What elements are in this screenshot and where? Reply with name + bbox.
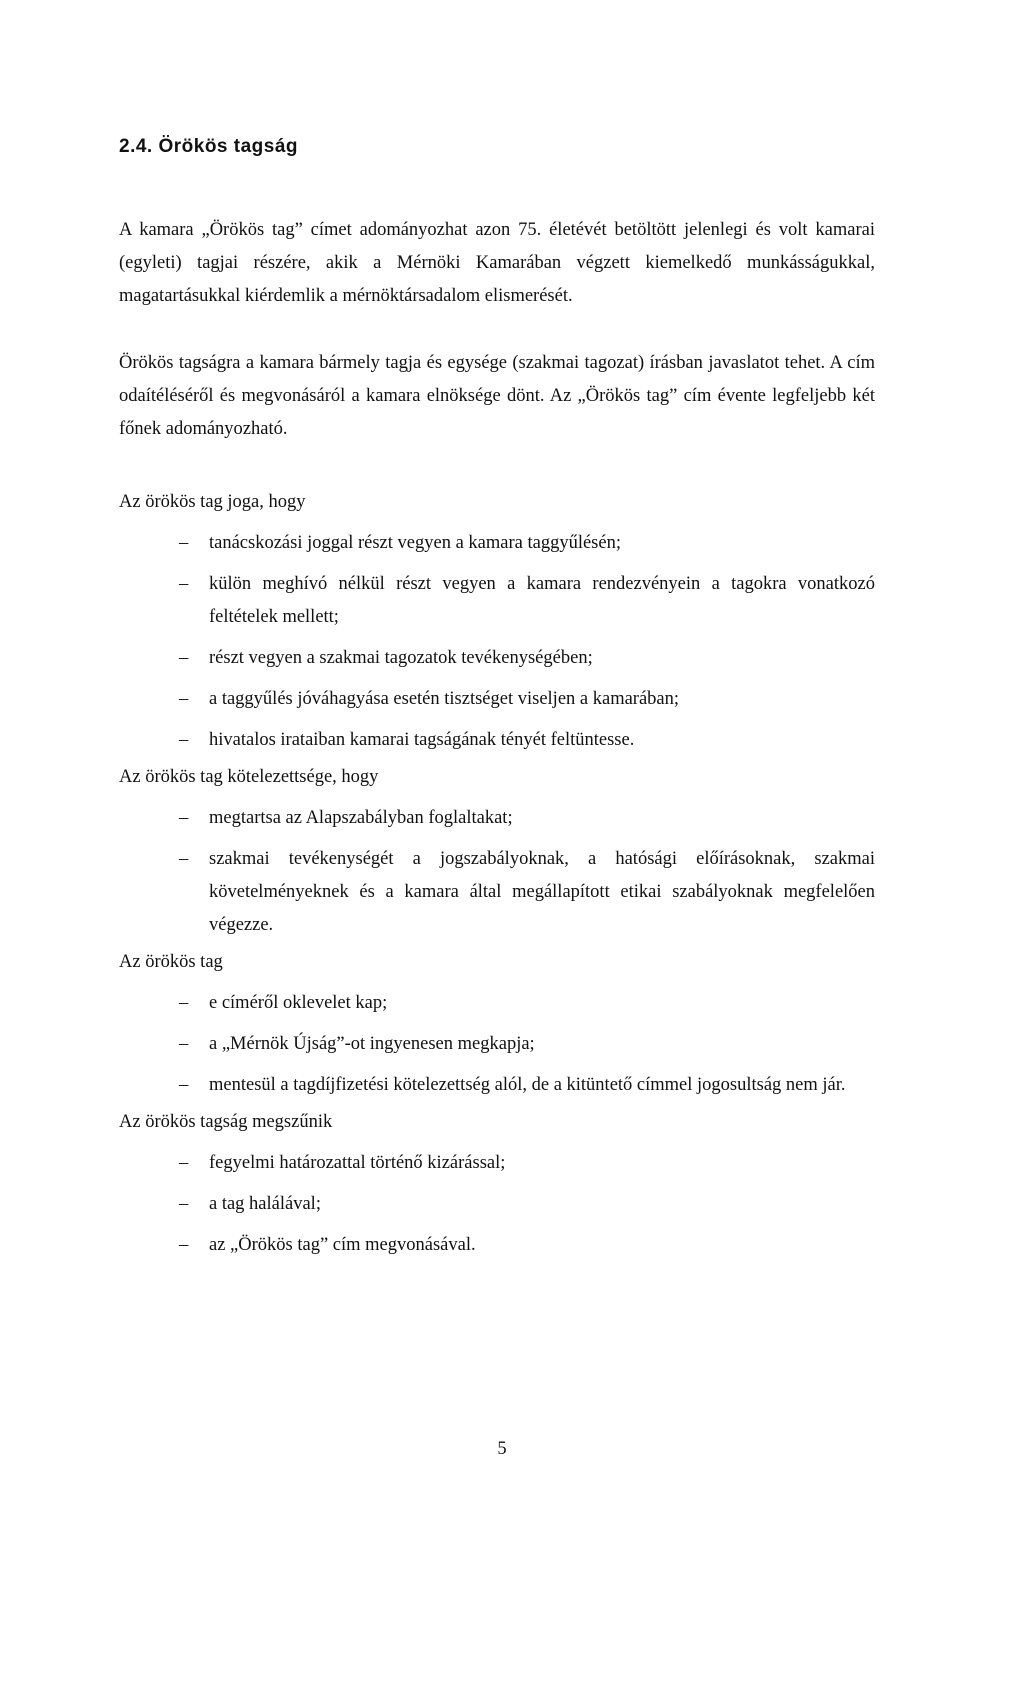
benefits-group <box>119 946 875 1102</box>
rights-group <box>119 486 875 757</box>
termination-list <box>119 1147 875 1262</box>
list-item: – a taggyűlés jóváhagyása esetén tisztséget viseljen a kamarában; <box>119 683 875 716</box>
list-item: – szakmai tevékenységét a jogszabályoknak, a hatósági előírásoknak, szakmai követelményeknek és a kamara által megállapított etikai szabályoknak megfelelően végezze. <box>119 843 875 942</box>
list-item: – megtartsa az Alapszabályban foglaltakat; <box>119 802 875 835</box>
section-heading <box>119 132 875 162</box>
page-number <box>0 1435 1024 1463</box>
list-item: – a „Mérnök Újság”-ot ingyenesen megkapja; <box>119 1028 875 1061</box>
list-item: – külön meghívó nélkül részt vegyen a kamara rendezvényein a tagokra vonatkozó feltételek mellett; <box>119 568 875 634</box>
paragraph-intro: A kamara „Örökös tag” címet adományozhat azon 75. életévét betöltött jelenlegi és volt kamarai (egyleti) tagjai részére, akik a Mérnöki Kamarában végzett kiemelkedő munkásságukkal, magatartásukkal kiérdemlik a mérnöktársadalom elismerését. <box>119 220 875 306</box>
rights-lead: Az örökös tag joga, hogy <box>119 492 306 512</box>
termination-group <box>119 1106 875 1262</box>
benefits-lead: Az örökös tag <box>119 952 223 972</box>
list-item: – az „Örökös tag” cím megvonásával. <box>119 1229 875 1262</box>
page-number-text: 5 <box>497 1439 507 1459</box>
section-number: 2.4. <box>119 136 153 157</box>
section-title: Örökös tagság <box>158 136 299 157</box>
list-item: – e címéről oklevelet kap; <box>119 987 875 1020</box>
list-item: – mentesül a tagdíjfizetési kötelezettség alól, de a kitüntető címmel jogosultság nem jár. <box>119 1069 875 1102</box>
termination-lead: Az örökös tagság megszűnik <box>119 1112 333 1132</box>
obligations-group <box>119 761 875 942</box>
list-item: – a tag halálával; <box>119 1188 875 1221</box>
obligations-lead: Az örökös tag kötelezettsége, hogy <box>119 767 379 787</box>
list-item: – hivatalos irataiban kamarai tagságának tényét feltüntesse. <box>119 724 875 757</box>
benefits-list <box>119 987 875 1102</box>
document-page <box>119 132 875 1270</box>
paragraph-nomination: Örökös tagságra a kamara bármely tagja és egysége (szakmai tagozat) írásban javaslatot tehet. A cím odaítéléséről és megvonásáról a kamara elnöksége dönt. Az „Örökös tag” cím évente legfeljebb két főnek adományozható. <box>119 353 875 439</box>
list-item: – fegyelmi határozattal történő kizárással; <box>119 1147 875 1180</box>
rights-list <box>119 527 875 757</box>
list-item: – tanácskozási joggal részt vegyen a kamara taggyűlésén; <box>119 527 875 560</box>
list-item: – részt vegyen a szakmai tagozatok tevékenységében; <box>119 642 875 675</box>
obligations-list <box>119 802 875 942</box>
